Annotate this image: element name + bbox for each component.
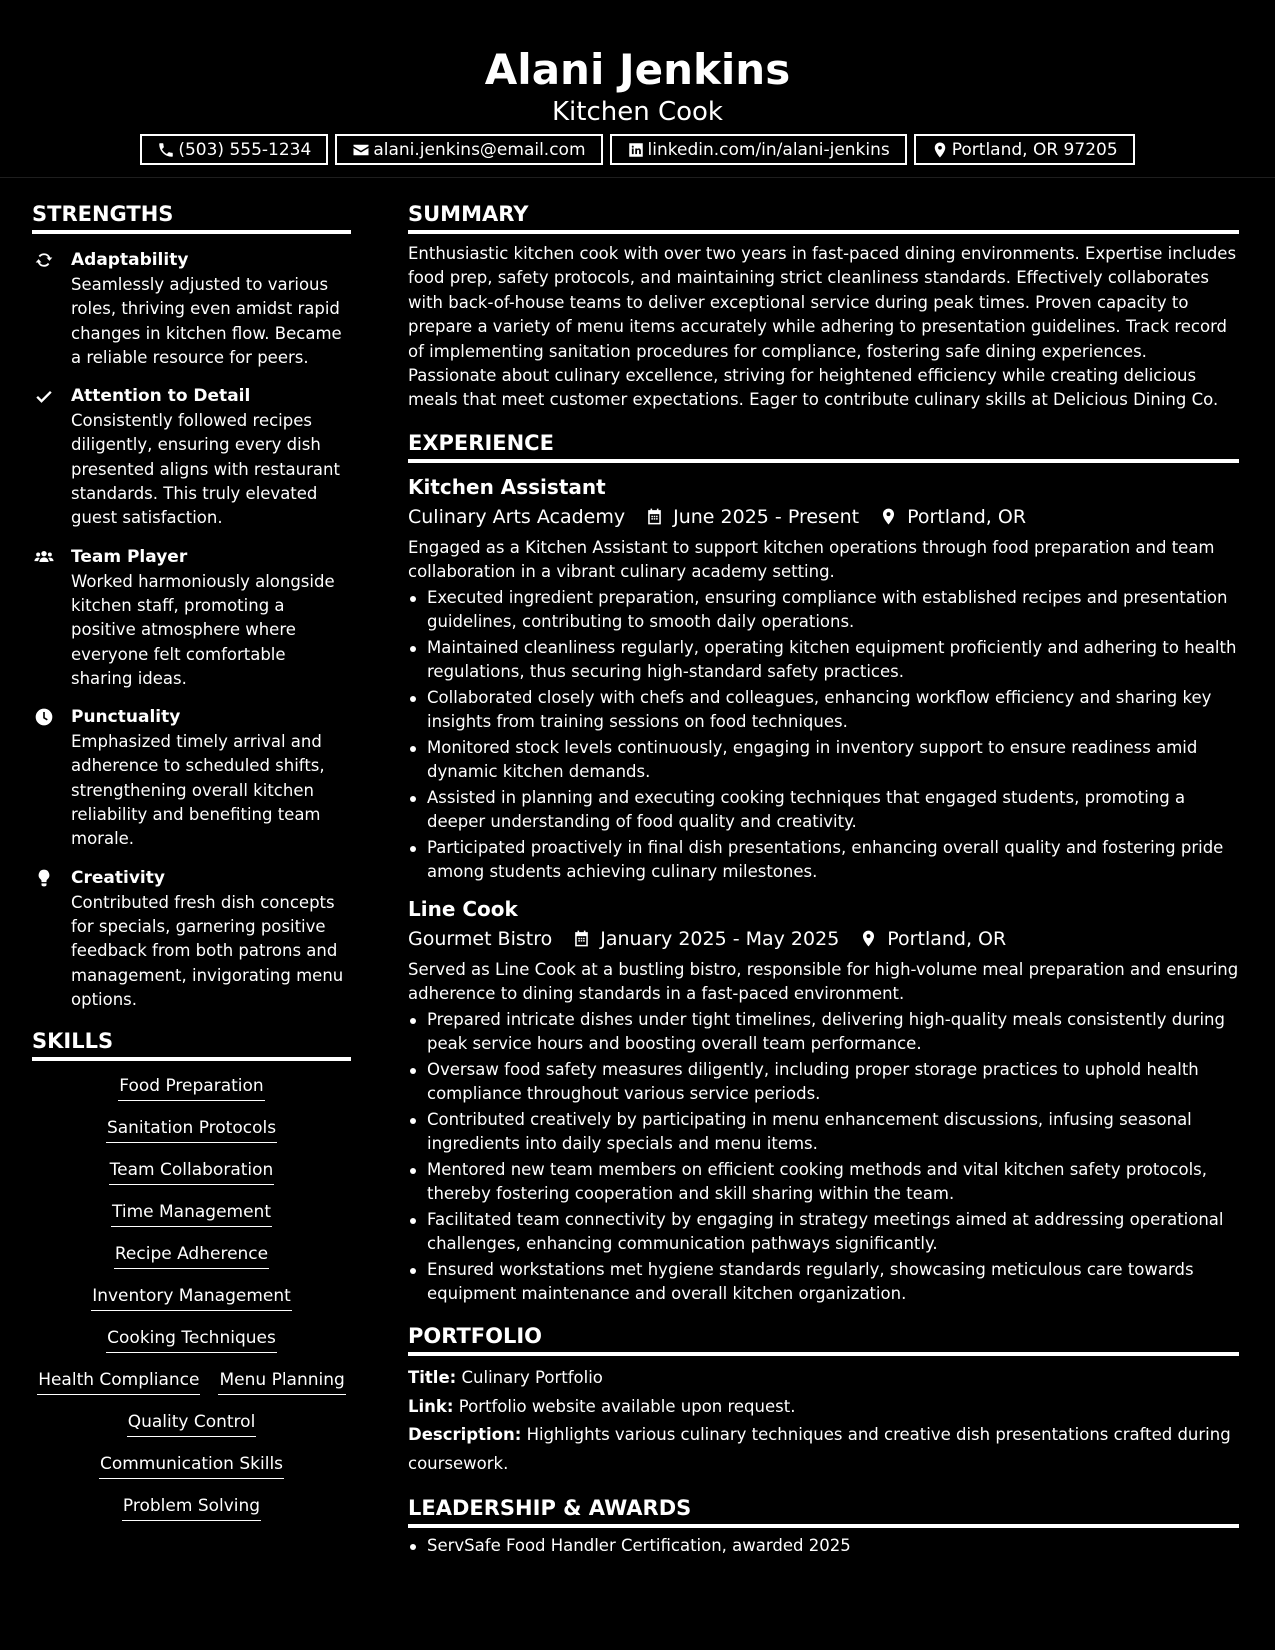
strength-title: Attention to Detail — [71, 386, 251, 407]
strength-title: Creativity — [71, 867, 165, 888]
strength-title: Punctuality — [71, 707, 181, 728]
list-item: Collaborated closely with chefs and colleagues, enhancing workflow efficiency and sharing key insights from training sessions on food techniques. — [408, 686, 1239, 735]
skill-tag: Recipe Adherence — [114, 1243, 269, 1269]
skill-tag: Quality Control — [127, 1411, 257, 1437]
job-meta — [408, 924, 1239, 954]
portfolio-heading: PORTFOLIO — [408, 1322, 1239, 1356]
skills-list — [32, 1075, 351, 1521]
job-title: Line Cook — [408, 896, 518, 921]
calendar-icon — [645, 507, 664, 526]
job-location: Portland, OR — [887, 927, 1007, 950]
contact-linkedin[interactable] — [610, 134, 907, 165]
list-item: Maintained cleanliness regularly, operating kitchen equipment proficiently and adhering to health regulations, thus securing high-standard safety practices. — [408, 636, 1239, 685]
contact-phone[interactable] — [140, 134, 328, 165]
clock-icon — [34, 707, 54, 727]
job-entry — [408, 895, 1239, 1307]
job-entry — [408, 473, 1239, 885]
strength-title: Adaptability — [71, 250, 189, 270]
strength-item — [32, 705, 351, 851]
strength-description: Emphasized timely arrival and adherence to scheduled shifts, strengthening overall kitchen reliability and benefiting team morale. — [71, 732, 325, 849]
portfolio-section — [408, 1322, 1239, 1478]
experience-heading: EXPERIENCE — [408, 429, 1239, 463]
contact-linkedin-text: linkedin.com/in/alani-jenkins — [647, 139, 890, 160]
strength-item — [32, 545, 351, 691]
map-pin-icon — [859, 929, 878, 948]
list-item: Participated proactively in final dish presentations, enhancing overall quality and fostering pride among students achieving culinary milestones. — [408, 836, 1239, 885]
skill-tag: Menu Planning — [218, 1369, 345, 1395]
strengths-heading: STRENGTHS — [32, 200, 351, 234]
strength-description: Consistently followed recipes diligently, ensuring every dish presented aligns with restaurant standards. This truly elevated guest satisfaction. — [71, 411, 340, 528]
contact-email-text: alani.jenkins@email.com — [373, 139, 586, 160]
awards-list — [408, 1534, 1239, 1558]
portfolio-title-value: Culinary Portfolio — [461, 1368, 603, 1388]
awards-heading: LEADERSHIP & AWARDS — [408, 1494, 1239, 1528]
calendar-icon — [572, 929, 591, 948]
list-item: Monitored stock levels continuously, engaging in inventory support to ensure readiness amid dynamic kitchen demands. — [408, 736, 1239, 785]
job-dates: June 2025 - Present — [673, 505, 860, 528]
contact-location — [914, 134, 1135, 165]
strength-item — [32, 248, 351, 370]
job-description: Engaged as a Kitchen Assistant to support kitchen operations through food preparation and team collaboration in a vibrant culinary academy setting. — [408, 537, 1215, 582]
portfolio-description-line — [408, 1421, 1239, 1478]
right-column — [408, 200, 1239, 1559]
contact-location-text: Portland, OR 97205 — [951, 139, 1118, 160]
contact-email[interactable] — [335, 134, 602, 165]
experience-section — [408, 429, 1239, 1307]
skill-tag: Time Management — [111, 1201, 272, 1227]
candidate-role: Kitchen Cook — [551, 97, 723, 127]
job-company: Culinary Arts Academy — [408, 505, 626, 528]
linkedin-icon — [627, 141, 645, 159]
skill-tag: Food Preparation — [118, 1075, 264, 1101]
strength-description: Worked harmoniously alongside kitchen staff, promoting a positive atmosphere where everyone felt comfortable sharing ideas. — [71, 571, 335, 688]
contact-bar — [0, 134, 1275, 165]
portfolio-link-line — [408, 1393, 1239, 1421]
check-icon — [34, 386, 54, 406]
summary-heading: SUMMARY — [408, 200, 1239, 234]
skill-tag: Problem Solving — [122, 1495, 261, 1521]
map-pin-icon — [879, 507, 898, 526]
candidate-name: Alani Jenkins — [484, 45, 791, 94]
awards-section — [408, 1494, 1239, 1558]
list-item: Contributed creatively by participating in menu enhancement discussions, infusing seasonal ingredients into daily specials and menu items. — [408, 1108, 1239, 1157]
job-meta — [408, 502, 1239, 532]
summary-text: Enthusiastic kitchen cook with over two years in fast-paced dining environments. Expertise includes food prep, safety protocols, and maintaining strict cleanliness standards. Effectively collaborates with back-of-house teams to deliver exceptional service during peak times. Proven capacity to prepare a variety of menu items accurately while adhering to presentation guidelines. Track record of implementing sanitation procedures for compliance, fostering safe dining experiences. Passionate about culinary excellence, striving for heightened efficiency while creating delicious meals that meet customer expectations. Eager to contribute culinary skills at Delicious Dining Co. — [408, 244, 1237, 410]
list-item: ServSafe Food Handler Certification, awarded 2025 — [408, 1534, 1239, 1558]
strength-title: Team Player — [71, 546, 188, 567]
portfolio-link-label: Link: — [408, 1396, 454, 1416]
skill-tag: Health Compliance — [37, 1369, 200, 1395]
portfolio-title-label: Title: — [408, 1368, 457, 1388]
job-bullets — [408, 1008, 1239, 1307]
job-company: Gourmet Bistro — [408, 927, 553, 950]
strength-item — [32, 866, 351, 1012]
list-item: Executed ingredient preparation, ensuring compliance with established recipes and presentation guidelines, contributing to smooth daily operations. — [408, 586, 1239, 635]
skill-tag: Cooking Techniques — [106, 1327, 277, 1353]
users-icon — [34, 547, 54, 567]
envelope-icon — [352, 141, 370, 159]
list-item: Mentored new team members on efficient cooking methods and vital kitchen safety protocols, thereby fostering cooperation and skill sharing within the team. — [408, 1158, 1239, 1207]
job-location: Portland, OR — [907, 505, 1027, 528]
strength-description: Seamlessly adjusted to various roles, thriving even amidst rapid changes in kitchen flow. Became a reliable resource for peers. — [71, 275, 342, 367]
sync-icon — [34, 250, 54, 270]
skill-tag: Inventory Management — [91, 1285, 292, 1311]
strength-item — [32, 384, 351, 530]
list-item: Assisted in planning and executing cooking techniques that engaged students, promoting a deeper understanding of food quality and creativity. — [408, 786, 1239, 835]
job-dates: January 2025 - May 2025 — [600, 927, 840, 950]
skill-tag: Communication Skills — [99, 1453, 284, 1479]
skills-heading: SKILLS — [32, 1027, 351, 1061]
list-item: Facilitated team connectivity by engaging in strategy meetings aimed at addressing operational challenges, enhancing communication pathways significantly. — [408, 1208, 1239, 1257]
list-item: Oversaw food safety measures diligently, including proper storage practices to uphold health compliance throughout various service periods. — [408, 1058, 1239, 1107]
skill-tag: Team Collaboration — [109, 1159, 275, 1185]
map-pin-icon — [931, 141, 949, 159]
portfolio-title-line — [408, 1364, 1239, 1392]
lightbulb-icon — [34, 868, 54, 888]
contact-phone-text: (503) 555-1234 — [178, 139, 312, 160]
resume-header — [0, 0, 1275, 178]
list-item: Prepared intricate dishes under tight timelines, delivering high-quality meals consistently during peak service hours and boosting overall team performance. — [408, 1008, 1239, 1057]
left-column — [32, 200, 351, 1521]
job-title: Kitchen Assistant — [408, 474, 606, 499]
portfolio-description-label: Description: — [408, 1425, 522, 1445]
list-item: Ensured workstations met hygiene standards regularly, showcasing meticulous care towards equipment maintenance and overall kitchen organization. — [408, 1258, 1239, 1307]
skill-tag: Sanitation Protocols — [106, 1117, 277, 1143]
strength-description: Contributed fresh dish concepts for specials, garnering positive feedback from both patrons and management, invigorating menu options. — [71, 892, 344, 1009]
phone-icon — [157, 141, 175, 159]
job-description: Served as Line Cook at a bustling bistro, responsible for high-volume meal preparation and ensuring adherence to dining standards in a fast-paced environment. — [408, 959, 1239, 1004]
strengths-list — [32, 248, 351, 1012]
portfolio-link-value: Portfolio website available upon request. — [458, 1396, 796, 1416]
job-bullets — [408, 586, 1239, 885]
portfolio-description-value: Highlights various culinary techniques and creative dish presentations crafted during coursework. — [408, 1425, 1231, 1473]
